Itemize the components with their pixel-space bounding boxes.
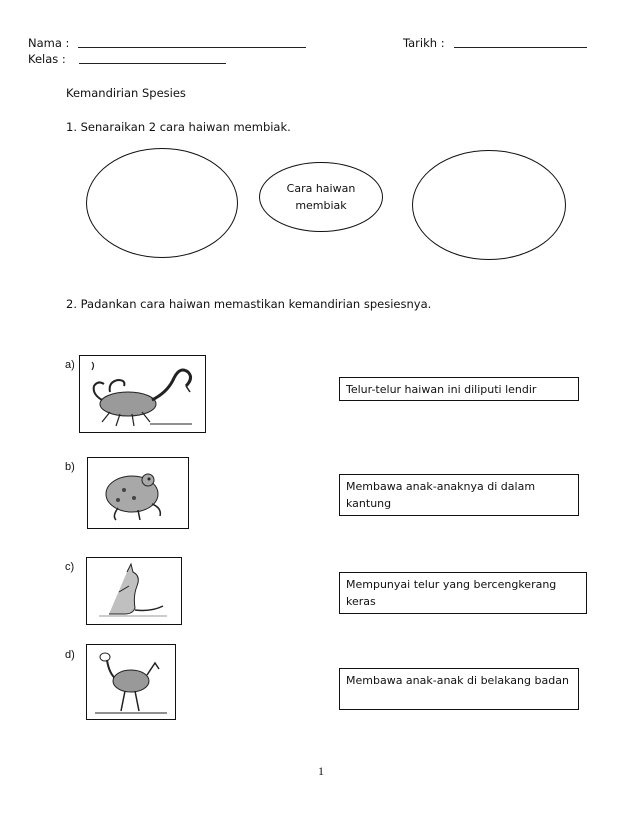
tarikh-field[interactable] (454, 35, 587, 48)
answer-box-4[interactable] (339, 668, 579, 710)
center-oval-line2: membiak (295, 199, 347, 212)
question-2-text: 2. Padankan cara haiwan memastikan kemandirian spesiesnya. (66, 297, 432, 311)
center-oval-line1: Cara haiwan (286, 182, 356, 195)
answer-oval-right[interactable] (412, 150, 566, 260)
page-title: Kemandirian Spesies (66, 86, 186, 100)
answer-text-2: Membawa anak-anaknya di dalam kantung (346, 480, 536, 510)
nama-field[interactable] (78, 35, 306, 48)
frog-image (87, 457, 189, 529)
scorpion-icon (80, 356, 205, 432)
answer-oval-left[interactable] (86, 148, 238, 258)
question-1-text: 1. Senaraikan 2 cara haiwan membiak. (66, 120, 291, 134)
kangaroo-icon (87, 558, 181, 624)
tarikh-label: Tarikh : (403, 36, 445, 50)
answer-text-4: Membawa anak-anak di belakang badan (346, 674, 569, 687)
page-number: 1 (318, 764, 324, 778)
center-oval (259, 162, 383, 232)
ostrich-icon (87, 645, 175, 719)
item-d-label: d) (65, 649, 75, 661)
answer-box-3[interactable] (339, 572, 587, 614)
kelas-field[interactable] (79, 51, 226, 64)
answer-box-2[interactable] (339, 474, 579, 516)
scorpion-image (79, 355, 206, 433)
item-b-label: b) (65, 461, 75, 473)
nama-label: Nama : (28, 36, 70, 50)
kelas-label: Kelas : (28, 52, 66, 66)
answer-box-1[interactable] (339, 377, 579, 401)
kangaroo-image (86, 557, 182, 625)
ostrich-image (86, 644, 176, 720)
answer-text-1: Telur-telur haiwan ini diliputi lendir (346, 383, 537, 396)
item-a-label: a) (65, 359, 75, 371)
frog-icon (88, 458, 188, 528)
item-c-label: c) (65, 561, 75, 573)
answer-text-3: Mempunyai telur yang bercengkerang keras (346, 578, 557, 608)
